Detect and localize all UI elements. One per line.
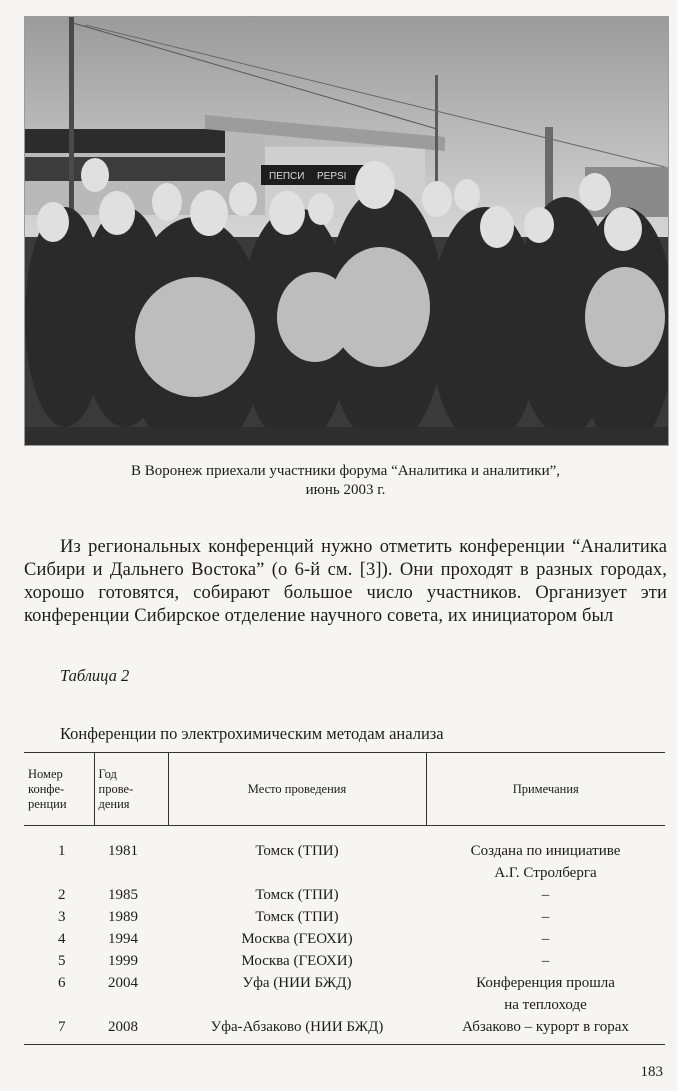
cell-year: 2008	[94, 1016, 168, 1045]
cell-year: 1999	[108, 953, 138, 969]
cell-number: 3	[58, 909, 66, 925]
header-notes: Примечания	[426, 753, 665, 826]
cell-year: 1985	[108, 887, 138, 903]
cell-number: 1	[58, 843, 66, 859]
cell-place: Томск (ТПИ)	[255, 843, 339, 859]
cell-place: Москва (ГЕОХИ)	[241, 931, 353, 947]
table-row	[24, 884, 665, 906]
note-line-1: Конференция прошла	[476, 975, 615, 991]
cell-year: 1981	[108, 843, 138, 859]
table-row	[24, 950, 665, 972]
note-line-2: на теплоходе	[504, 997, 587, 1013]
note-line-1: Создана по инициативе	[470, 843, 621, 859]
cell-number: 4	[58, 931, 66, 947]
group-photo	[24, 16, 669, 446]
cell-year: 1994	[108, 931, 138, 947]
cell-place: Томск (ТПИ)	[255, 887, 339, 903]
cell-place: Москва (ГЕОХИ)	[241, 953, 353, 969]
header-year-line: дения	[98, 796, 130, 811]
cell-year: 1989	[108, 909, 138, 925]
cell-note: –	[541, 931, 550, 947]
table-row	[24, 906, 665, 928]
header-number-line: Номер	[28, 766, 63, 781]
table-row	[24, 826, 665, 885]
header-number-line: конфе-	[28, 781, 65, 796]
header-year-line: прове-	[98, 781, 134, 796]
cell-note: –	[541, 909, 550, 925]
table-row	[24, 928, 665, 950]
cell-number: 6	[58, 975, 66, 991]
header-number-line: ренции	[28, 796, 67, 811]
header-year-line: Год	[98, 766, 117, 781]
cell-year: 2004	[108, 975, 138, 991]
table-header-row	[24, 753, 665, 826]
cell-number: 2	[58, 887, 66, 903]
cell-note: Абзаково – курорт в горах	[426, 1016, 665, 1045]
cell-note	[426, 826, 665, 885]
group-photo-illustration	[25, 17, 668, 445]
header-year	[94, 753, 168, 826]
table-label: Таблица 2	[60, 666, 130, 685]
header-number	[24, 753, 94, 826]
note-line-2: А.Г. Стролберга	[494, 865, 597, 881]
table-row	[24, 972, 665, 1016]
cell-note	[426, 972, 665, 1016]
cell-number: 7	[24, 1016, 94, 1045]
cell-place: Уфа (НИИ БЖД)	[242, 975, 352, 991]
cell-note: –	[541, 953, 550, 969]
sign-pepsi-en: PEPSI	[317, 171, 347, 182]
table-row	[24, 1016, 665, 1045]
photo-caption	[24, 462, 667, 500]
conferences-table	[24, 752, 665, 1045]
table-title: Конференции по электрохимическим методам анализа	[60, 724, 444, 743]
cell-note: –	[541, 887, 550, 903]
body-paragraph: Из региональных конференций нужно отметить конференции “Аналитика Сибири и Дальнего Востока” (о 6-й см. [3]). Они проходят в разных городах, хорошо готовятся, собирают большое число участников. Организует эти конференции Сибирское отделение научного совета, их инициатором был	[24, 537, 667, 626]
page-number: 183	[640, 1064, 663, 1080]
sign-pepsi-ru: ПЕПСИ	[269, 171, 305, 182]
cell-place: Уфа-Абзаково (НИИ БЖД)	[168, 1016, 426, 1045]
caption-line-1: В Воронеж приехали участники форума “Аналитика и аналитики”,	[130, 463, 561, 479]
cell-number: 5	[58, 953, 66, 969]
header-place: Место проведения	[168, 753, 426, 826]
caption-line-2: июнь 2003 г.	[305, 482, 386, 498]
cell-place: Томск (ТПИ)	[255, 909, 339, 925]
